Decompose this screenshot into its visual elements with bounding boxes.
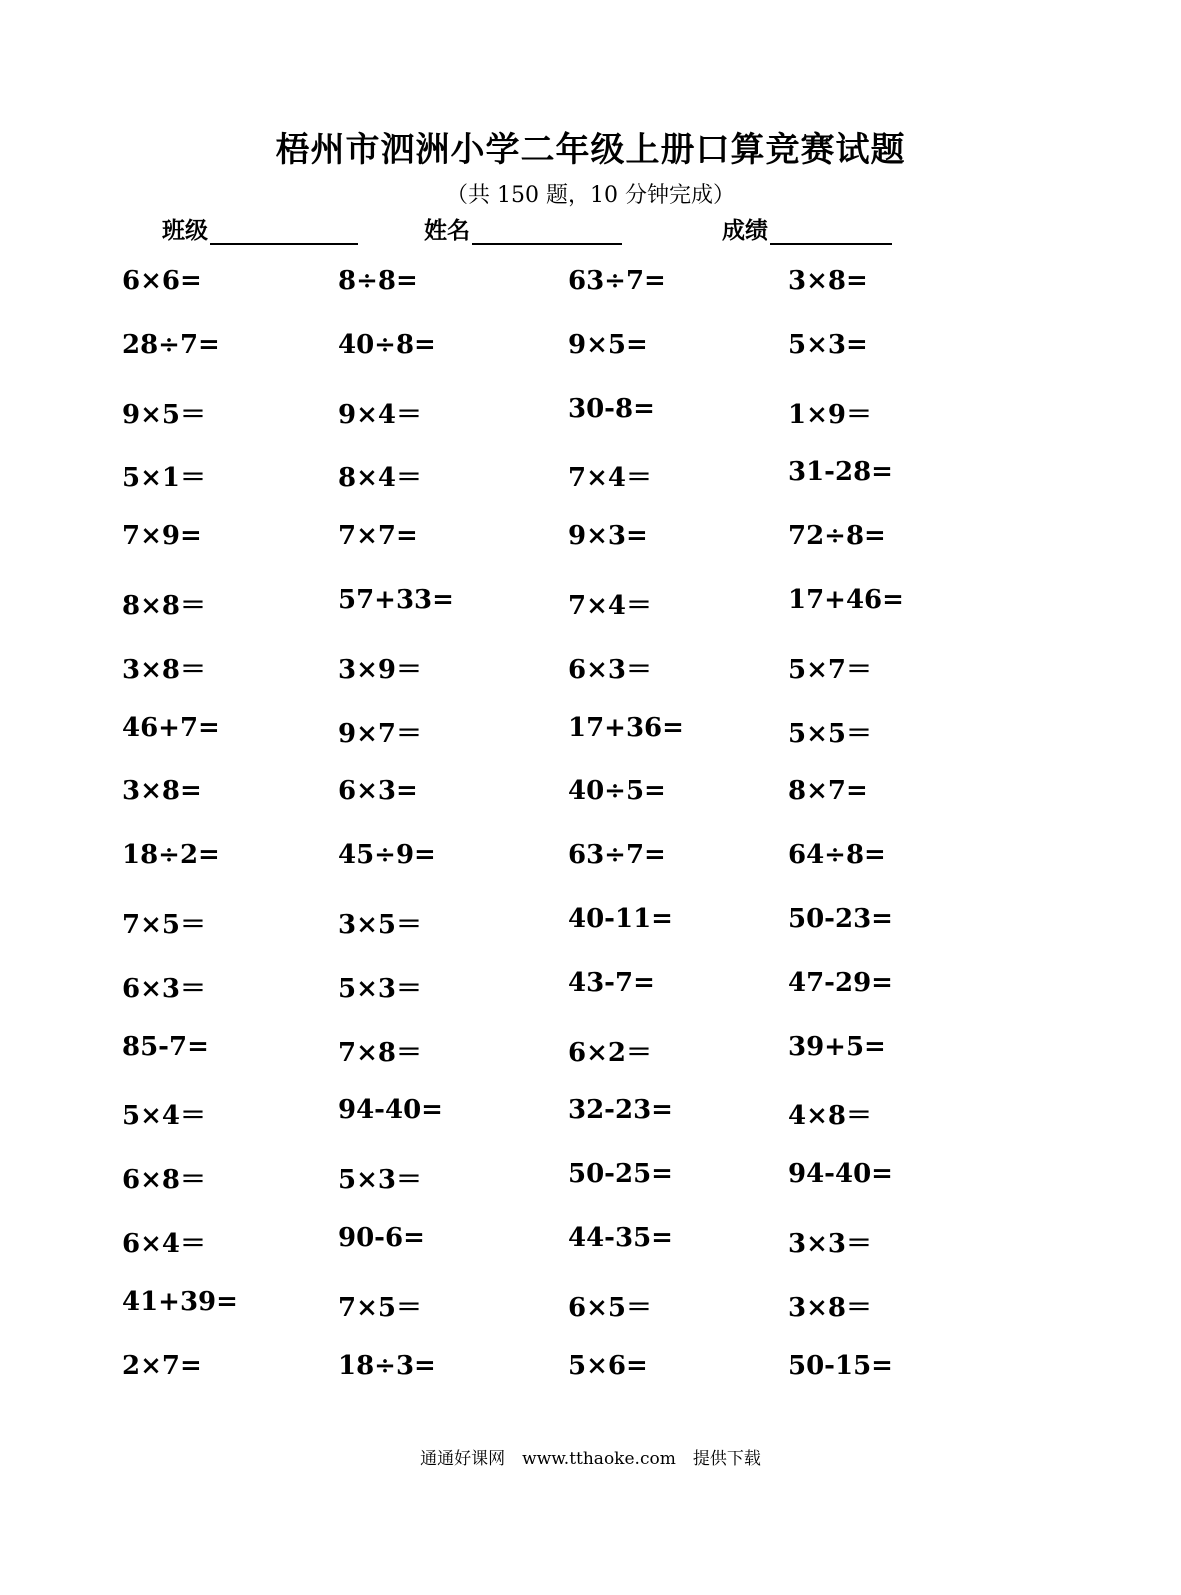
problem-item: 43-7=	[568, 967, 655, 998]
problem-row	[0, 1223, 1181, 1287]
problem-item: 3×3＝	[788, 1228, 872, 1259]
problem-item: 9×5=	[568, 329, 648, 360]
problem-item: 6×3＝	[122, 973, 206, 1004]
problem-item: 40÷5=	[568, 776, 666, 807]
problem-item: 6×6=	[122, 266, 202, 296]
problem-item: 7×8＝	[338, 1037, 422, 1068]
problem-item: 32-23=	[568, 1095, 673, 1126]
problem-item: 45÷9=	[338, 840, 436, 871]
problem-item: 5×3=	[788, 329, 868, 360]
problem-item: 47-29=	[788, 967, 893, 998]
problem-item: 5×4＝	[122, 1101, 206, 1132]
problem-item: 94-40=	[338, 1095, 443, 1126]
problem-item: 7×7=	[338, 521, 418, 552]
score-blank-line	[770, 219, 892, 245]
name-field	[424, 212, 622, 245]
problem-item: 40÷8=	[338, 329, 436, 360]
problem-row	[0, 840, 1181, 904]
problem-row	[0, 1159, 1181, 1223]
problem-item: 5×5＝	[788, 718, 872, 749]
problem-row	[0, 394, 1181, 458]
class-field	[162, 212, 358, 245]
problem-row	[0, 457, 1181, 521]
problem-item: 1×9＝	[788, 399, 872, 430]
problem-item: 5×6=	[568, 1350, 648, 1381]
problem-item: 2×7=	[122, 1350, 202, 1381]
problem-row	[0, 1032, 1181, 1096]
problem-item: 6×2＝	[568, 1037, 652, 1068]
problem-item: 7×5＝	[338, 1292, 422, 1323]
problem-item: 39+5=	[788, 1031, 886, 1062]
problem-row	[0, 776, 1181, 840]
problem-item: 8×8＝	[122, 590, 206, 621]
problem-item: 40-11=	[568, 903, 673, 934]
name-blank-line	[472, 219, 622, 245]
problem-item: 28÷7=	[122, 329, 220, 360]
problem-row	[0, 330, 1181, 394]
problem-item: 3×8=	[122, 776, 202, 807]
problem-item: 8×7=	[788, 776, 868, 807]
problem-item: 50-15=	[788, 1350, 893, 1381]
problem-item: 85-7=	[122, 1031, 209, 1062]
problem-item: 6×8＝	[122, 1165, 206, 1196]
problem-item: 6×5＝	[568, 1292, 652, 1323]
problem-row	[0, 1287, 1181, 1351]
problem-item: 5×3＝	[338, 1165, 422, 1196]
problem-row	[0, 649, 1181, 713]
problem-row	[0, 713, 1181, 777]
problem-item: 9×3=	[568, 521, 648, 552]
problem-item: 7×9=	[122, 521, 202, 552]
problem-item: 5×7＝	[788, 654, 872, 685]
problem-item: 5×1＝	[122, 463, 206, 494]
problem-item: 41+39=	[122, 1286, 238, 1317]
problem-grid	[0, 266, 1181, 1414]
problem-item: 4×8＝	[788, 1101, 872, 1132]
name-label: 姓名	[424, 217, 470, 244]
problem-item: 9×5＝	[122, 399, 206, 430]
problem-item: 3×8＝	[788, 1292, 872, 1323]
problem-item: 9×7＝	[338, 718, 422, 749]
page-subtitle: （共 150 题，10 分钟完成）	[446, 183, 735, 208]
problem-item: 6×3=	[338, 776, 418, 807]
problem-item: 63÷7=	[568, 266, 666, 296]
score-field	[722, 212, 892, 245]
problem-item: 7×4＝	[568, 463, 652, 494]
problem-row	[0, 968, 1181, 1032]
problem-item: 8×4＝	[338, 463, 422, 494]
problem-item: 7×5＝	[122, 909, 206, 940]
problem-item: 3×8＝	[122, 654, 206, 685]
problem-item: 44-35=	[568, 1222, 673, 1253]
problem-item: 31-28=	[788, 457, 893, 488]
problem-item: 6×3＝	[568, 654, 652, 685]
problem-item: 3×9＝	[338, 654, 422, 685]
problem-row	[0, 585, 1181, 649]
problem-item: 57+33=	[338, 584, 454, 615]
problem-row	[0, 1095, 1181, 1159]
problem-item: 64÷8=	[788, 840, 886, 871]
class-label: 班级	[162, 217, 208, 244]
problem-row	[0, 904, 1181, 968]
problem-item: 3×8=	[788, 266, 868, 296]
problem-item: 5×3＝	[338, 973, 422, 1004]
problem-item: 6×4＝	[122, 1228, 206, 1259]
problem-item: 50-25=	[568, 1159, 673, 1190]
problem-item: 7×4＝	[568, 590, 652, 621]
problem-item: 9×4＝	[338, 399, 422, 430]
problem-item: 90-6=	[338, 1222, 425, 1253]
problem-item: 8÷8=	[338, 266, 418, 296]
problem-item: 30-8=	[568, 393, 655, 424]
problem-item: 72÷8=	[788, 521, 886, 552]
problem-item: 94-40=	[788, 1159, 893, 1190]
problem-item: 17+36=	[568, 712, 684, 743]
problem-row	[0, 521, 1181, 585]
problem-item: 46+7=	[122, 712, 220, 743]
page-title: 梧州市泗洲小学二年级上册口算竞赛试题	[275, 130, 906, 170]
problem-item: 18÷3=	[338, 1350, 436, 1381]
score-label: 成绩	[722, 217, 768, 244]
footer-text: 通通好课网 www.tthaoke.com 提供下载	[420, 1449, 761, 1469]
class-blank-line	[210, 219, 358, 245]
problem-item: 50-23=	[788, 903, 893, 934]
problem-row	[0, 1351, 1181, 1415]
problem-item: 3×5＝	[338, 909, 422, 940]
problem-item: 17+46=	[788, 584, 904, 615]
problem-item: 63÷7=	[568, 840, 666, 871]
problem-row	[0, 266, 1181, 330]
problem-item: 18÷2=	[122, 840, 220, 871]
